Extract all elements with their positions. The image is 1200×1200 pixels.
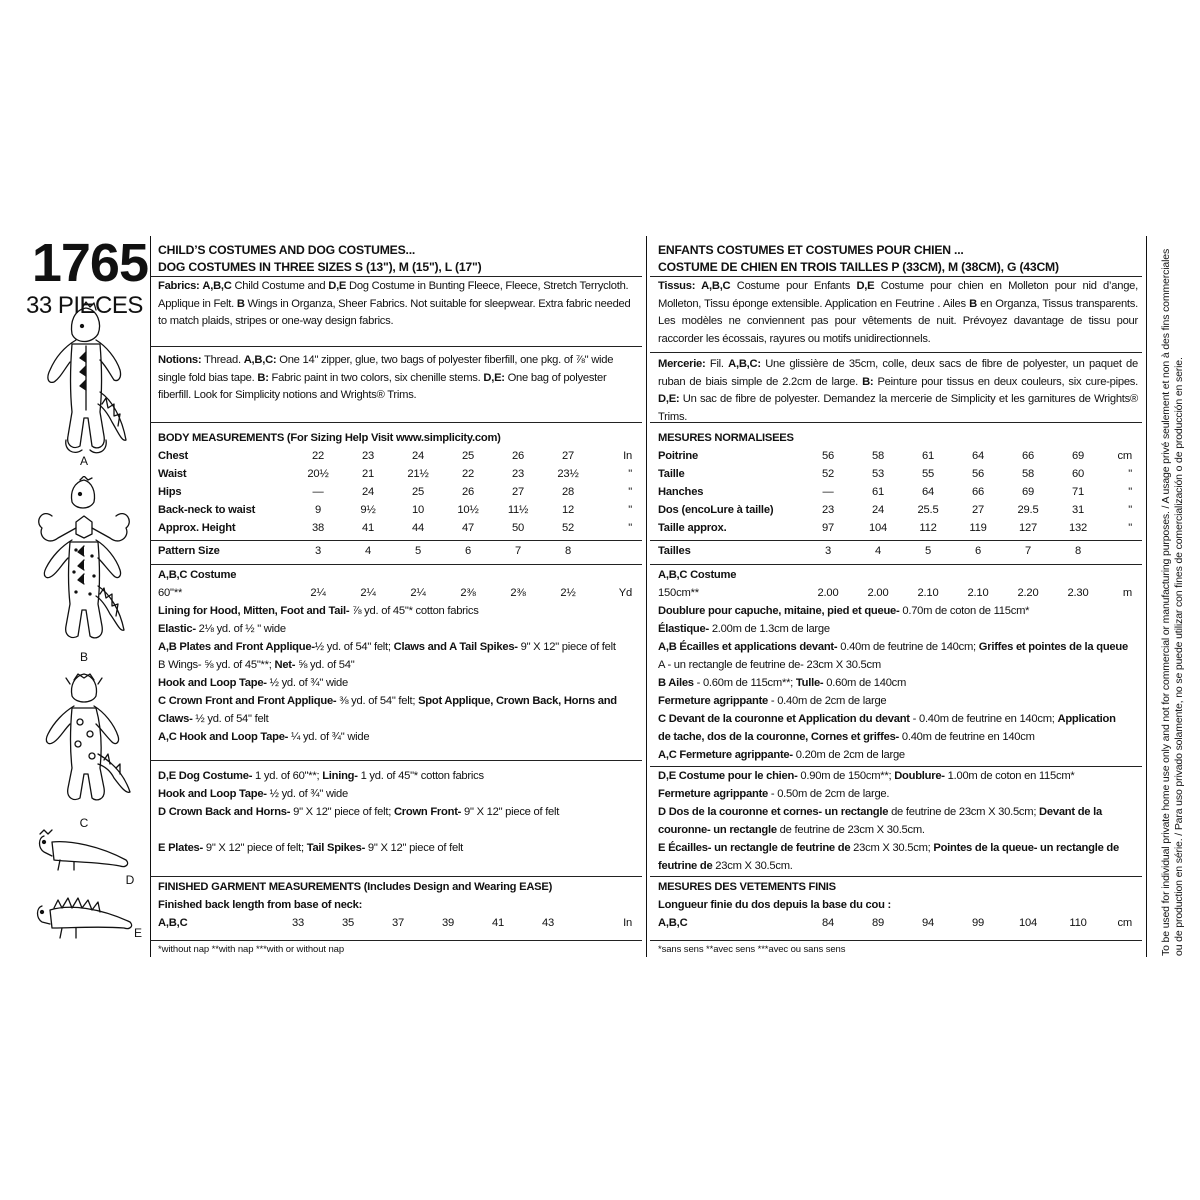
- mercerie-text: Mercerie: Fil. A,B,C: Une glissière de 35cm, colle, deux sacs de fibre de polyester, un paquet de ruban de biais simple de 2.2cm de large. B: Peinture pour tissus en deux couleurs, six cure-pipes. D,E: Un sac de fibre de polyester. Demandez la mercerie de Simplicity et les garnitures de Wrights® Trims.: [658, 358, 1138, 423]
- french-footnote: *sans sens **avec sens ***avec ou sans sens: [658, 944, 846, 955]
- dog-line: E Écailles- un rectangle de feutrine de 23cm X 30.5cm; Pointes de la queue- un rectangle de: [658, 842, 1119, 854]
- tailles-row: Tailles 3 4 5 6 7 8: [658, 545, 1082, 557]
- measurement-row-hips: Hips — 24 25 26 27 28 ": [158, 486, 632, 498]
- measurement-row-dos: Dos (encoLure à taille) 23 24 25.5 27 29.5 31 ": [658, 504, 1132, 516]
- view-d-label: D: [125, 873, 135, 887]
- finished-heading: FINISHED GARMENT MEASUREMENTS (Includes Design and Wearing EASE): [158, 881, 553, 893]
- rule: [650, 540, 1142, 541]
- french-title-line-2: COSTUME DE CHIEN EN TROIS TAILLES P (33CM), M (38CM), G (43CM): [658, 260, 1059, 274]
- rule: [150, 422, 642, 423]
- measurement-row-poitrine: Poitrine 56 58 61 64 66 69 cm: [658, 450, 1132, 462]
- view-c-illustration: [34, 670, 134, 818]
- costume-line: A,B Plates and Front Applique-½ yd. of 54" felt; Claws and A Tail Spikes- 9" X 12" piece of felt: [158, 641, 616, 653]
- costume-line: Hook and Loop Tape- ½ yd. of ¾" wide: [158, 677, 348, 689]
- french-title: [658, 242, 1136, 276]
- body-measurements-heading: BODY MEASUREMENTS (For Sizing Help Visit www.simplicity.com): [158, 432, 501, 444]
- pieces-count: 33 PIECES: [26, 292, 143, 319]
- dog-line: feutrine de 23cm X 30.5cm.: [658, 860, 793, 872]
- costume-line: Claws- ½ yd. of 54" felt: [158, 713, 269, 725]
- finished-row: A,B,C 33 35 37 39 41 43 In: [158, 917, 632, 929]
- costume-heading: A,B,C Costume: [658, 569, 737, 581]
- french-title-line-1: ENFANTS COSTUMES ET COSTUMES POUR CHIEN ...: [658, 243, 964, 257]
- rule: [650, 276, 1142, 277]
- rule: [650, 876, 1142, 877]
- dog-line: D Crown Back and Horns- 9" X 12" piece of felt; Crown Front- 9" X 12" piece of felt: [158, 806, 560, 818]
- rule: [150, 760, 642, 761]
- divider-middle: [646, 236, 647, 957]
- measurement-row-chest: Chest 22 23 24 25 26 27 In: [158, 450, 632, 462]
- divider-right: [1146, 236, 1147, 957]
- costume-line: C Crown Front and Front Applique- ⅜ yd. of 54" felt; Spot Applique, Crown Back, Horns and: [158, 695, 617, 707]
- measurement-row-taille: Taille 52 53 55 56 58 60 ": [658, 468, 1132, 480]
- view-c-label: C: [79, 816, 89, 830]
- costume-line: Elastic- 2⅛ yd. of ½ " wide: [158, 623, 286, 635]
- costume-line: C Devant de la couronne et Application du devant - 0.40m de feutrine en 140cm; Application: [658, 713, 1116, 725]
- costume-metrage-row: 150cm** 2.00 2.00 2.10 2.10 2.20 2.30 m: [658, 587, 1132, 599]
- dog-line: D,E Costume pour le chien- 0.90m de 150cm**; Doublure- 1.00m de coton en 115cm*: [658, 770, 1075, 782]
- divider-left: [150, 236, 151, 957]
- costume-line: B Wings- ⅝ yd. of 45"**; Net- ⅝ yd. of 54": [158, 659, 355, 671]
- usage-notice-text: To be used for individual private home use only and not for commercial or manufacturing purposes. / A usage privé seulement et non à des fins commerciales ou de production en série. / Para uso privado solamente, no se puede utilizar con fines de comercialización o de producción en serie.: [1160, 248, 1185, 956]
- finished-subheading: Longueur finie du dos depuis la base du cou :: [658, 899, 892, 911]
- english-title-line-2: DOG COSTUMES IN THREE SIZES S (13"), M (15"), L (17"): [158, 260, 482, 274]
- view-b-label: B: [79, 650, 88, 664]
- pattern-info-column: [20, 233, 148, 956]
- pattern-size-row: Pattern Size 3 4 5 6 7 8: [158, 545, 572, 557]
- costume-line: Doublure pour capuche, mitaine, pied et queue- 0.70m de coton de 115cm*: [658, 605, 1030, 617]
- dog-line: E Plates- 9" X 12" piece of felt; Tail Spikes- 9" X 12" piece of felt: [158, 842, 464, 854]
- tissus-text: Tissus: A,B,C Costume pour Enfants D,E Costume pour chien en Molleton pour nid d’ange, Molleton, Tissu éponge extensible. Application en Feutrine . Ailes B en Organza, Tissus transparents. Les modèles ne conviennent pas pour vêtements de nuit. Prévoyez davantage de tissu pour raccorder les écossais, rayures ou motifs unidirectionnels.: [658, 280, 1138, 345]
- costume-line: A,C Fermeture agrippante- 0.20m de 2cm de large: [658, 749, 905, 761]
- costume-line: A,C Hook and Loop Tape- ¼ yd. of ¾" wide: [158, 731, 370, 743]
- english-title-line-1: CHILD’S COSTUMES AND DOG COSTUMES...: [158, 243, 416, 257]
- view-b-illustration: [32, 476, 136, 650]
- measurement-row-waist: Waist 20½ 21 21½ 22 23 23½ ": [158, 468, 632, 480]
- view-d-illustration: [30, 826, 138, 876]
- measurement-row-hanches: Hanches — 61 64 66 69 71 ": [658, 486, 1132, 498]
- rule: [650, 564, 1142, 565]
- costume-line: de tache, dos de la couronne, Cornes et griffes- 0.40m de feutrine en 140cm: [658, 731, 1035, 743]
- usage-notice: [1160, 236, 1200, 956]
- fabrics-text: Fabrics: A,B,C Child Costume and D,E Dog Costume in Bunting Fleece, Fleece, Stretch Terrycloth. Applique in Felt. B Wings in Organza, Sheer Fabrics. Not suitable for sleepwear. Extra fabric needed to match plaids, stripes or one-way design fabrics.: [158, 280, 631, 328]
- notions-text: Notions: Thread. A,B,C: One 14" zipper, glue, two bags of polyester fiberfill, one pkg. of ⅞" wide single fold bias tape. B: Fabric paint in two colors, six chenille stems. D,E: One bag of polyester fiberfill. Look for Simplicity notions and Wrights® Trims.: [158, 354, 614, 402]
- english-title: [158, 242, 636, 276]
- dog-line: Fermeture agrippante - 0.50m de 2cm de large.: [658, 788, 890, 800]
- rule: [150, 940, 642, 941]
- pattern-number: 1765: [31, 233, 148, 293]
- costume-line: B Ailes - 0.60m de 115cm**; Tulle- 0.60m de 140cm: [658, 677, 907, 689]
- view-a-label: A: [79, 454, 88, 468]
- costume-yardage-row: 60"** 2¼ 2¼ 2¼ 2⅜ 2⅜ 2½ Yd: [158, 587, 632, 599]
- view-e-label: E: [133, 926, 142, 940]
- costume-line: A - un rectangle de feutrine de- 23cm X 30.5cm: [658, 659, 881, 671]
- measurement-row-height: Approx. Height 38 41 44 47 50 52 ": [158, 522, 632, 534]
- rule: [650, 422, 1142, 423]
- dog-line: D Dos de la couronne et cornes- un rectangle de feutrine de 23cm X 30.5cm; Devant de la: [658, 806, 1102, 818]
- body-measurements-heading: MESURES NORMALISEES: [658, 432, 794, 444]
- costume-line: Élastique- 2.00m de 1.3cm de large: [658, 623, 830, 635]
- rule: [150, 540, 642, 541]
- rule: [150, 276, 642, 277]
- english-footnote: *without nap **with nap ***with or without nap: [158, 944, 345, 955]
- finished-subheading: Finished back length from base of neck:: [158, 899, 363, 911]
- rule: [650, 940, 1142, 941]
- costume-heading: A,B,C Costume: [158, 569, 237, 581]
- costume-line: A,B Écailles et applications devant- 0.40m de feutrine de 140cm; Griffes et pointes de la queue: [658, 641, 1128, 653]
- rule: [650, 766, 1142, 767]
- measurement-row-taille-approx: Taille approx. 97 104 112 119 127 132 ": [658, 522, 1132, 534]
- rule: [650, 352, 1142, 353]
- rule: [150, 564, 642, 565]
- measurement-row-back-neck: Back-neck to waist 9 9½ 10 10½ 11½ 12 ": [158, 504, 632, 516]
- costume-line: Fermeture agrippante - 0.40m de 2cm de large: [658, 695, 887, 707]
- view-a-illustration: [36, 300, 132, 466]
- finished-row: A,B,C 84 89 94 99 104 110 cm: [658, 917, 1132, 929]
- dog-line: couronne- un rectangle de feutrine de 23cm X 30.5cm.: [658, 824, 925, 836]
- rule: [150, 346, 642, 347]
- costume-line: Lining for Hood, Mitten, Foot and Tail- ⅞ yd. of 45"* cotton fabrics: [158, 605, 479, 617]
- dog-line: D,E Dog Costume- 1 yd. of 60"**; Lining- 1 yd. of 45"* cotton fabrics: [158, 770, 484, 782]
- finished-heading: MESURES DES VETEMENTS FINIS: [658, 881, 836, 893]
- dog-line: Hook and Loop Tape- ½ yd. of ¾" wide: [158, 788, 348, 800]
- rule: [150, 876, 642, 877]
